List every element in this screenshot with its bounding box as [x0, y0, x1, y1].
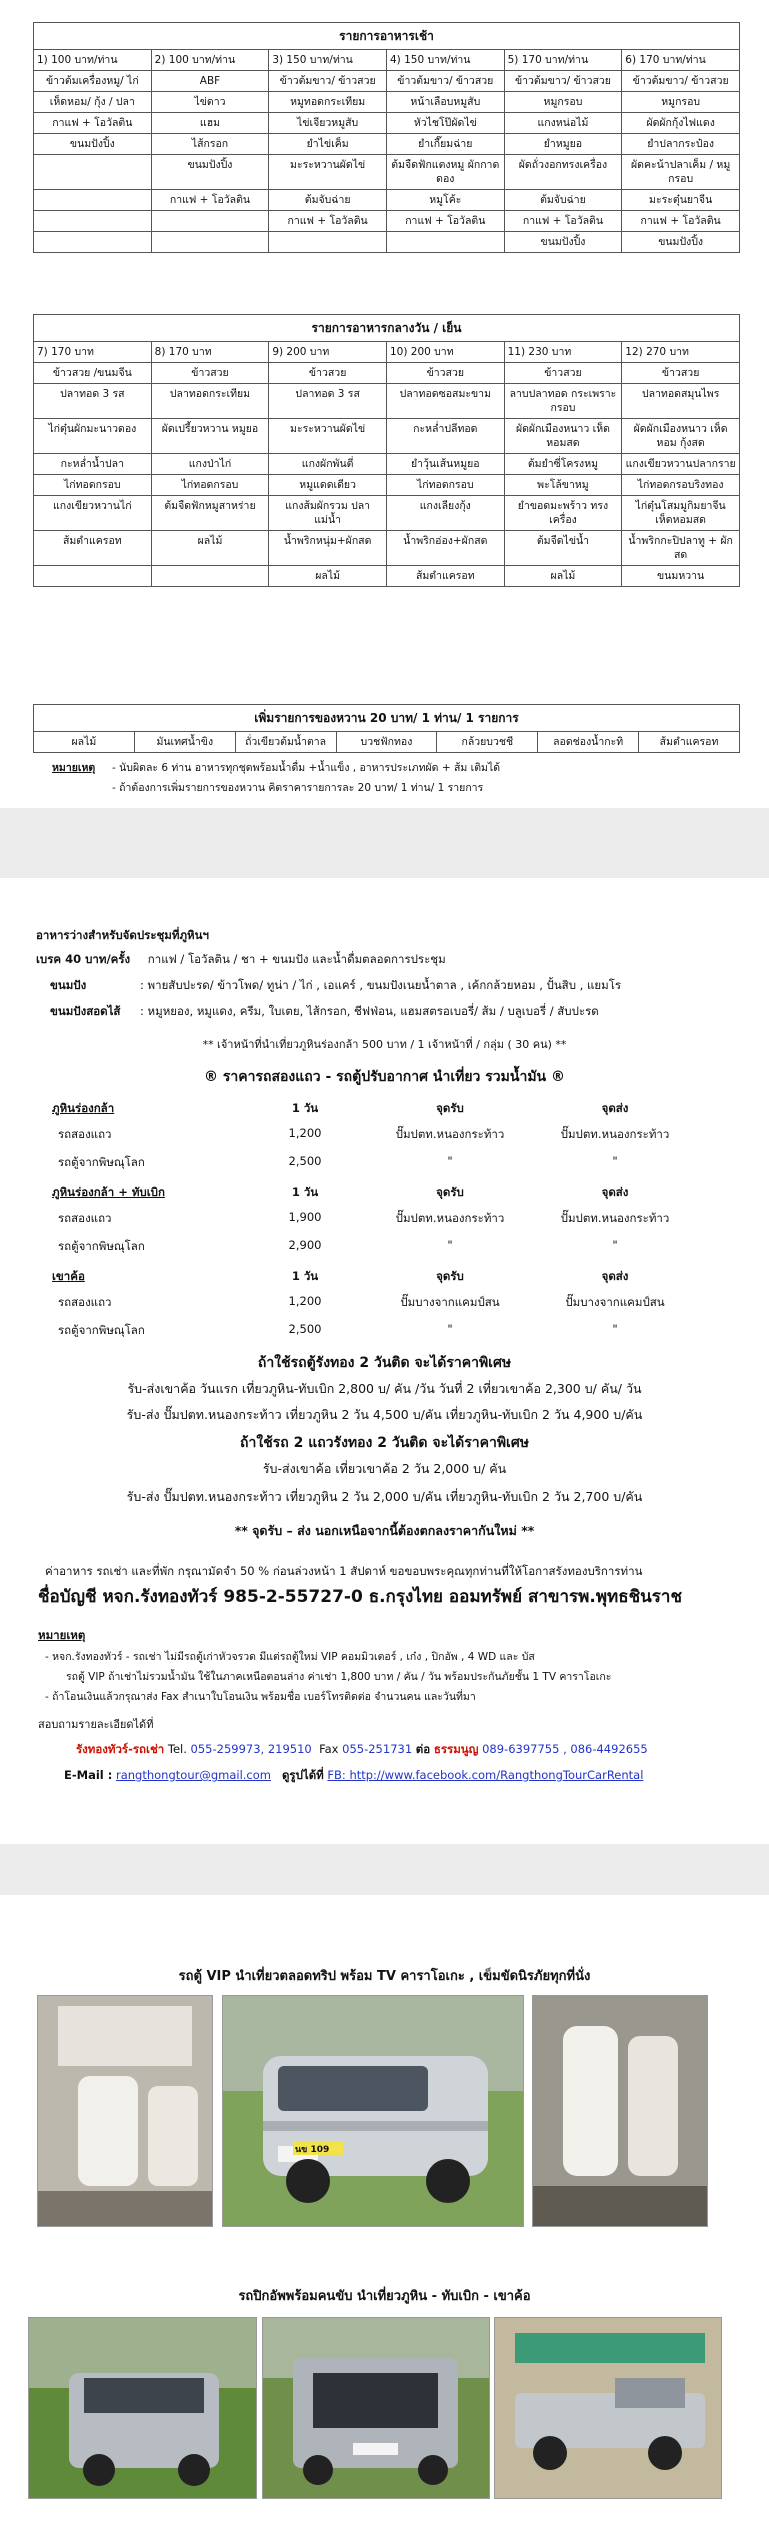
menu-item: ต้มจับฉ่าย — [269, 190, 387, 211]
van-2day-line: รับ-ส่ง ปั๊มปตท.หนองกระท้าว เที่ยวภูหิน 2 วัน 4,500 บ/คัน เที่ยวภูหิน-ทับเบิก 2 วัน 4,900 บ/คัน — [126, 1407, 643, 1422]
menu-item: แกงป่าไก่ — [151, 454, 269, 475]
menu-item: หน้าเลือบหมูสับ — [386, 92, 504, 113]
deposit-note: ค่าอาหาร รถเช่า และที่พัก กรุณามัดจำ 50 % ก่อนล่วงหน้า 1 สัปดาห์ ขอขอบพระคุณทุกท่านที่ให้โอกาสรังทองบริการท่าน — [45, 1564, 643, 1578]
pickup-front-photo — [28, 2317, 257, 2499]
menu-set-price: 3) 150 บาท/ท่าน — [269, 50, 387, 71]
menu-item: ข้าวสวย — [622, 363, 740, 384]
menu-item — [34, 190, 152, 211]
menu-item — [34, 211, 152, 232]
menu-item: ไก่ตุ๋นโสมมูกิมยาจีน เห็ดหอมสด — [622, 496, 740, 531]
rate-days: 1 วัน — [291, 1101, 319, 1115]
meeting-title: อาหารว่างสำหรับจัดประชุมที่ภูหินฯ — [36, 928, 209, 942]
dessert-item: ส้มตำแครอท — [639, 732, 740, 753]
menu-item: ผัดคะน้าปลาเค็ม / หมูกรอบ — [622, 155, 740, 190]
menu-item: ข้าวสวย — [504, 363, 622, 384]
menu-row — [34, 454, 740, 475]
menu-item: ไส้กรอก — [151, 134, 269, 155]
menu-item: ต้มจืดไข่น้ำ — [504, 531, 622, 566]
menu-item — [269, 232, 387, 253]
dessert-item: ผลไม้ — [34, 732, 135, 753]
menu-item: กาแฟ + โอวัลติน — [34, 113, 152, 134]
menu-row — [34, 531, 740, 566]
filling-label: ขนมปังสอดไส้ — [50, 1004, 121, 1018]
vehicle-price: 1,200 — [288, 1294, 322, 1308]
pickup-header: จุดรับ — [436, 1101, 464, 1115]
menu-item: น้ำพริกอ่อง+ผักสด — [386, 531, 504, 566]
phone-number[interactable]: 055-259973, 219510 — [190, 1742, 312, 1756]
menu-item: ไก่ทอดกรอบ — [151, 475, 269, 496]
rates-title: ® ราคารถสองแถว - รถตู้ปรับอากาศ นำเที่ยว รวมน้ำมัน ® — [203, 1069, 566, 1085]
menu-item: กะหล่ำน้ำปลา — [34, 454, 152, 475]
menu-item: ผัดผักเมืองหนาว เห็ดหอม กุ้งสด — [622, 419, 740, 454]
menu-item: ปลาทอดสมุนไพร — [622, 384, 740, 419]
van-plate: นข 109 — [295, 2145, 330, 2155]
menu-set-price: 6) 170 บาท/ท่าน — [622, 50, 740, 71]
menu-item: ขนมหวาน — [622, 566, 740, 587]
vehicle-type: รถสองแถว — [58, 1127, 112, 1141]
menu-item: หมูทอดกระเทียม — [269, 92, 387, 113]
menu-item: ผลไม้ — [151, 531, 269, 566]
menu-item: หัวไชโป๊ผัดไข่ — [386, 113, 504, 134]
menu-item: ผัดถั่วงอกทรงเครื่อง — [504, 155, 622, 190]
menu-item: แกงเขียวหวานไก่ — [34, 496, 152, 531]
pickup-point: " — [447, 1322, 453, 1336]
menu-item: หมูแดดเดียว — [269, 475, 387, 496]
pickup-point: ปั๊มปตท.หนองกระท้าว — [395, 1127, 505, 1141]
menu-item — [386, 232, 504, 253]
inquiry-label: สอบถามรายละเอียดได้ที่ — [38, 1718, 154, 1731]
menu-item — [34, 232, 152, 253]
outside-note: ** จุดรับ – ส่ง นอกเหนือจากนี้ต้องตกลงราคากันใหม่ ** — [234, 1523, 535, 1538]
menu-item: ข้าวต้มขาว/ ข้าวสวย — [386, 71, 504, 92]
pickup-point: " — [447, 1238, 453, 1252]
menu-row — [34, 134, 740, 155]
bread-items: : พายสับปะรด/ ข้าวโพด/ ทูน่า / ไก่ , เอแคร์ , ขนมปังเนยน้ำตาล , เค้กกล้วยหอม , ปั้นสิบ , แยมโร — [140, 978, 622, 992]
menu-row — [34, 566, 740, 587]
menu-item: ต้มยำซี่โครงหมู — [504, 454, 622, 475]
menu-set-price: 10) 200 บาท — [386, 342, 504, 363]
menu-item: ผลไม้ — [504, 566, 622, 587]
menu-item: ส้มตำแครอท — [386, 566, 504, 587]
menu-row — [34, 496, 740, 531]
menu-item: ไก่ทอดกรอบ — [34, 475, 152, 496]
drop-point: ปั๊มปตท.หนองกระท้าว — [560, 1211, 670, 1225]
menu-item: แฮม — [151, 113, 269, 134]
menu-item: ข้าวสวย — [269, 363, 387, 384]
menu-item: ผัดผักเมืองหนาว เห็ดหอมสด — [504, 419, 622, 454]
menu-row — [34, 71, 740, 92]
drop-point: " — [612, 1238, 618, 1252]
pickup-point: ปั๊มบางจากแคมป์สน — [400, 1295, 500, 1309]
menu-set-price: 7) 170 บาท — [34, 342, 152, 363]
menu-row — [34, 475, 740, 496]
menu-row — [34, 232, 740, 253]
menu-item: หมูกรอบ — [504, 92, 622, 113]
menu-row — [34, 113, 740, 134]
contact-person: ธรรมนูญ — [433, 1742, 479, 1756]
menu-item: พะโล้ขาหมู — [504, 475, 622, 496]
menu-row — [34, 211, 740, 232]
menu-item: ข้าวต้มขาว/ ข้าวสวย — [504, 71, 622, 92]
gallery-page — [0, 1895, 769, 2539]
pickup-header: จุดรับ — [436, 1185, 464, 1199]
menu-item — [151, 566, 269, 587]
menu-item: เห็ดหอม/ กุ้ง / ปลา — [34, 92, 152, 113]
pickup-side-photo — [494, 2317, 722, 2499]
vehicle-price: 2,500 — [288, 1322, 322, 1336]
lunch-title: รายการอาหารกลางวัน / เย็น — [34, 315, 740, 342]
truck-2day-line: รับ-ส่งเขาค้อ เที่ยวเขาค้อ 2 วัน 2,000 บ/ คัน — [262, 1461, 507, 1476]
menu-row — [34, 155, 740, 190]
bank-account: ชื่อบัญชี หจก.รังทองทัวร์ 985-2-55727-0 ธ.กรุงไทย ออมทรัพย์ สาขารพ.พุทธชินราช — [38, 1587, 683, 1607]
menu-item: ยำปลากระป๋อง — [622, 134, 740, 155]
menu-remarks — [52, 758, 500, 798]
menu-item: แกงส้มผักรวม ปลาแม่น้ำ — [269, 496, 387, 531]
fax-number: 055-251731 — [342, 1742, 413, 1756]
vehicle-type: รถสองแถว — [58, 1295, 112, 1309]
menu-set-price: 9) 200 บาท — [269, 342, 387, 363]
menu-item: กาแฟ + โอวัลติน — [151, 190, 269, 211]
menu-item: ขนมปังปิ้ง — [151, 155, 269, 190]
menu-item: มะระตุ๋นยาจีน — [622, 190, 740, 211]
menu-item: ABF — [151, 71, 269, 92]
extras-title: เพิ่มรายการของหวาน 20 บาท/ 1 ท่าน/ 1 รายการ — [34, 705, 740, 732]
menu-item: ขนมปังปิ้ง — [622, 232, 740, 253]
notes2-line: รถตู้ VIP ถ้าเช่าไม่รวมน้ำมัน ใช้ในภาคเหนือตอนล่าง ค่าเช่า 1,800 บาท / คัน / วัน พร้อมประกันภัยชั้น 1 TV คาราโอเกะ — [66, 1671, 612, 1683]
menu-item: หมูกรอบ — [622, 92, 740, 113]
menu-item: ผลไม้ — [269, 566, 387, 587]
menu-item: ผัดผักกุ้งไฟแดง — [622, 113, 740, 134]
menu-item: ยำไข่เค็ม — [269, 134, 387, 155]
rate-days: 1 วัน — [291, 1269, 319, 1283]
dessert-item: กล้วยบวชชี — [437, 732, 538, 753]
remark-line: - นับผิดละ 6 ท่าน อาหารทุกชุดพร้อมน้ำดื่ม +น้ำแข็ง , อาหารประเภทผัด + ส้ม เติมได้ — [112, 762, 501, 774]
menu-item: ข้าวสวย — [386, 363, 504, 384]
menu-item: กาแฟ + โอวัลติน — [504, 211, 622, 232]
van-seat-photo — [532, 1995, 708, 2227]
dessert-item: ลอดช่องน้ำกะทิ — [538, 732, 639, 753]
van-interior-photo — [37, 1995, 213, 2227]
drop-header: จุดส่ง — [601, 1101, 629, 1115]
pickup-point: " — [447, 1154, 453, 1168]
menu-set-price: 8) 170 บาท — [151, 342, 269, 363]
van-exterior-photo — [222, 1995, 524, 2227]
menu-item: ไข่เจียวหมูสับ — [269, 113, 387, 134]
contact-line: รังทองทัวร์-รถเช่า Tel. 055-259973, 219510 Fax 055-251731 ต่อ ธรรมนูญ 089-6397755 , 086-4492655 — [76, 1742, 648, 1756]
menu-item — [34, 155, 152, 190]
menu-item: กาแฟ + โอวัลติน — [622, 211, 740, 232]
menu-row — [34, 384, 740, 419]
pickup-header: จุดรับ — [436, 1269, 464, 1283]
vehicle-type: รถสองแถว — [58, 1211, 112, 1225]
bread-label: ขนมปัง — [50, 978, 87, 992]
menu-item: ไก่ทอดกรอบ — [386, 475, 504, 496]
drop-point: ปั๊มบางจากแคมป์สน — [565, 1295, 665, 1309]
menu-item: แกงเขียวหวานปลากราย — [622, 454, 740, 475]
menu-item: ปลาทอด 3 รส — [34, 384, 152, 419]
menu-set-price: 4) 150 บาท/ท่าน — [386, 50, 504, 71]
van-2day-line: รับ-ส่งเขาค้อ วันแรก เที่ยวภูหิน-ทับเบิก 2,800 บ/ คัน /วัน วันที่ 2 เที่ยวเขาค้อ 2,300 บ/ คัน/ วัน — [127, 1381, 642, 1396]
drop-point: ปั๊มปตท.หนองกระท้าว — [560, 1127, 670, 1141]
vehicle-type: รถตู้จากพิษณุโลก — [58, 1239, 145, 1253]
drop-header: จุดส่ง — [601, 1269, 629, 1283]
menu-page — [0, 0, 769, 808]
lunch-table — [33, 314, 740, 587]
menu-item: กาแฟ + โอวัลติน — [386, 211, 504, 232]
van-2day-title: ถ้าใช้รถตู้รังทอง 2 วันติด จะได้ราคาพิเศษ — [257, 1355, 512, 1371]
page-gap — [0, 808, 769, 878]
pickup-point: ปั๊มปตท.หนองกระท้าว — [395, 1211, 505, 1225]
dessert-item: มันเทศน้ำขิง — [134, 732, 235, 753]
truck-2day-line: รับ-ส่ง ปั๊มปตท.หนองกระท้าว เที่ยวภูหิน 2 วัน 2,000 บ/คัน เที่ยวภูหิน-ทับเบิก 2 วัน 2,700 บ/คัน — [126, 1489, 643, 1504]
vehicle-price: 1,200 — [288, 1126, 322, 1140]
vehicle-type: รถตู้จากพิษณุโลก — [58, 1155, 145, 1169]
menu-item: มะระหวานผัดไข่ — [269, 155, 387, 190]
company-name: รังทองทัวร์-รถเช่า — [76, 1742, 165, 1756]
menu-item — [151, 211, 269, 232]
breakfast-table — [33, 22, 740, 253]
menu-item: ปลาทอดซอสมะขาม — [386, 384, 504, 419]
menu-set-price: 2) 100 บาท/ท่าน — [151, 50, 269, 71]
notes2-label: หมายเหตุ — [38, 1628, 86, 1642]
vehicle-price: 1,900 — [288, 1210, 322, 1224]
menu-item: ยำเกี๊ยมฉ่าย — [386, 134, 504, 155]
menu-set-price: 1) 100 บาท/ท่าน — [34, 50, 152, 71]
menu-item: ขนมปังปิ้ง — [504, 232, 622, 253]
menu-item: ต้มจับฉ่าย — [504, 190, 622, 211]
menu-item: น้ำพริกกะปิปลาทู + ผักสด — [622, 531, 740, 566]
notes2-line: - หจก.รังทองทัวร์ - รถเช่า ไม่มีรถตู้เก่าหัวจรวด มีแต่รถตู้ใหม่ VIP คอมมิวเตอร์ , เก๋ง , ปิกอัพ , 4 WD และ บัส — [45, 1651, 535, 1663]
break-price: เบรค 40 บาท/ครั้ง — [36, 952, 131, 966]
truck-2day-title: ถ้าใช้รถ 2 แถวรังทอง 2 วันติด จะได้ราคาพิเศษ — [240, 1435, 529, 1451]
mobile-number[interactable]: 089-6397755 , 086-4492655 — [482, 1742, 648, 1756]
menu-set-price: 12) 270 บาท — [622, 342, 740, 363]
facebook-link[interactable]: FB: http://www.facebook.com/RangthongTourCarRental — [327, 1768, 644, 1782]
menu-item: แกงเลียงกุ้ง — [386, 496, 504, 531]
menu-item: ยำหมูยอ — [504, 134, 622, 155]
rate-route-name: เขาค้อ — [52, 1269, 85, 1283]
menu-item: ยำขอดมะพร้าว ทรงเครื่อง — [504, 496, 622, 531]
menu-set-price: 5) 170 บาท/ท่าน — [504, 50, 622, 71]
pickup-caption: รถปิกอัพพร้อมคนขับ นำเที่ยวภูหิน - ทับเบิก - เขาค้อ — [238, 2289, 531, 2304]
rate-route-name: ภูหินร่องกล้า — [52, 1101, 115, 1115]
menu-item: ข้าวสวย /ขนมจีน — [34, 363, 152, 384]
menu-item: ยำวุ้นเส้นหมูยอ — [386, 454, 504, 475]
dessert-item: ถั่วเขียวต้มน้ำตาล — [235, 732, 336, 753]
menu-row — [34, 92, 740, 113]
menu-item: ขนมปังปิ้ง — [34, 134, 152, 155]
menu-item: ไข่ดาว — [151, 92, 269, 113]
remarks-label: หมายเหตุ — [52, 762, 96, 774]
menu-row — [34, 363, 740, 384]
menu-item: ปลาทอด 3 รส — [269, 384, 387, 419]
breakfast-title: รายการอาหารเช้า — [34, 23, 740, 50]
dessert-item: บวชฟักทอง — [336, 732, 437, 753]
menu-item: แกงผักพันตี่ — [269, 454, 387, 475]
email-link[interactable]: rangthongtour@gmail.com — [115, 1768, 271, 1782]
menu-set-price: 11) 230 บาท — [504, 342, 622, 363]
menu-item: ข้าวสวย — [151, 363, 269, 384]
rate-days: 1 วัน — [291, 1185, 319, 1199]
menu-item: แกงหน่อไม้ — [504, 113, 622, 134]
vehicle-type: รถตู้จากพิษณุโลก — [58, 1323, 145, 1337]
vehicle-price: 2,500 — [288, 1154, 322, 1168]
menu-item: ผัดเปรี้ยวหวาน หมูยอ — [151, 419, 269, 454]
rates-page — [0, 878, 769, 1844]
pickup-rear-photo — [262, 2317, 490, 2499]
menu-item: ต้มจืดฟักแตงหมู ผักกาดดอง — [386, 155, 504, 190]
menu-row — [34, 190, 740, 211]
menu-item: ข้าวต้มขาว/ ข้าวสวย — [622, 71, 740, 92]
vehicle-price: 2,900 — [288, 1238, 322, 1252]
menu-item — [34, 566, 152, 587]
menu-item: กาแฟ + โอวัลติน — [269, 211, 387, 232]
menu-row — [34, 419, 740, 454]
menu-item: มะระหวานผัดไข่ — [269, 419, 387, 454]
menu-item: ไก่ทอดกรอบริงทอง — [622, 475, 740, 496]
menu-item: หมูโค้ะ — [386, 190, 504, 211]
menu-item: ข้าวต้มเครื่องหมู/ ไก่ — [34, 71, 152, 92]
email-line: E-Mail : rangthongtour@gmail.com ดูรูปได้ที่ FB: http://www.facebook.com/RangthongTourCarRental — [64, 1768, 644, 1782]
menu-item: ส้มตำแครอท — [34, 531, 152, 566]
notes2-line: - ถ้าโอนเงินแล้วกรุณาส่ง Fax สำเนาใบโอนเงิน พร้อมชื่อ เบอร์โทรติดต่อ จำนวนคน และวันที่มา — [45, 1691, 476, 1703]
page-gap — [0, 1844, 769, 1895]
menu-item — [151, 232, 269, 253]
drop-point: " — [612, 1322, 618, 1336]
drop-point: " — [612, 1154, 618, 1168]
menu-item: กะหล่ำปลีทอด — [386, 419, 504, 454]
menu-item: ลาบปลาทอด กระเพราะกรอบ — [504, 384, 622, 419]
dessert-extras-table — [33, 704, 740, 753]
guide-note: ** เจ้าหน้าที่นำเที่ยวภูหินร่องกล้า 500 บาท / 1 เจ้าหน้าที่ / กลุ่ม ( 30 คน) ** — [202, 1038, 567, 1051]
filling-items: : หมูหยอง, หมูแดง, ครีม, ใบเตย, ไส้กรอก, ชีฟฟ่อน, แฮมสตรอเบอรี่/ ส้ม / บลูเบอรี่ / สับปะรด — [140, 1004, 599, 1018]
drop-header: จุดส่ง — [601, 1185, 629, 1199]
menu-item: ข้าวต้มขาว/ ข้าวสวย — [269, 71, 387, 92]
van-caption: รถตู้ VIP นำเที่ยวตลอดทริป พร้อม TV คาราโอเกะ , เข็มขัดนิรภัยทุกที่นั่ง — [178, 1969, 591, 1984]
break-items: กาแฟ / โอวัลติน / ชา + ขนมปัง และน้ำดื่มตลอดการประชุม — [147, 952, 446, 966]
rate-route-name: ภูหินร่องกล้า + ทับเบิก — [52, 1185, 165, 1199]
menu-item: ต้มจืดฟักหมูสาหร่าย — [151, 496, 269, 531]
menu-item: ปลาทอดกระเทียม — [151, 384, 269, 419]
remark-line: - ถ้าต้องการเพิ่มรายการของหวาน คิดราคารายการละ 20 บาท/ 1 ท่าน/ 1 รายการ — [112, 782, 484, 794]
menu-item: ไก่ตุ๋นผักมะนาวดอง — [34, 419, 152, 454]
menu-item: น้ำพริกหนุ่ม+ผักสด — [269, 531, 387, 566]
